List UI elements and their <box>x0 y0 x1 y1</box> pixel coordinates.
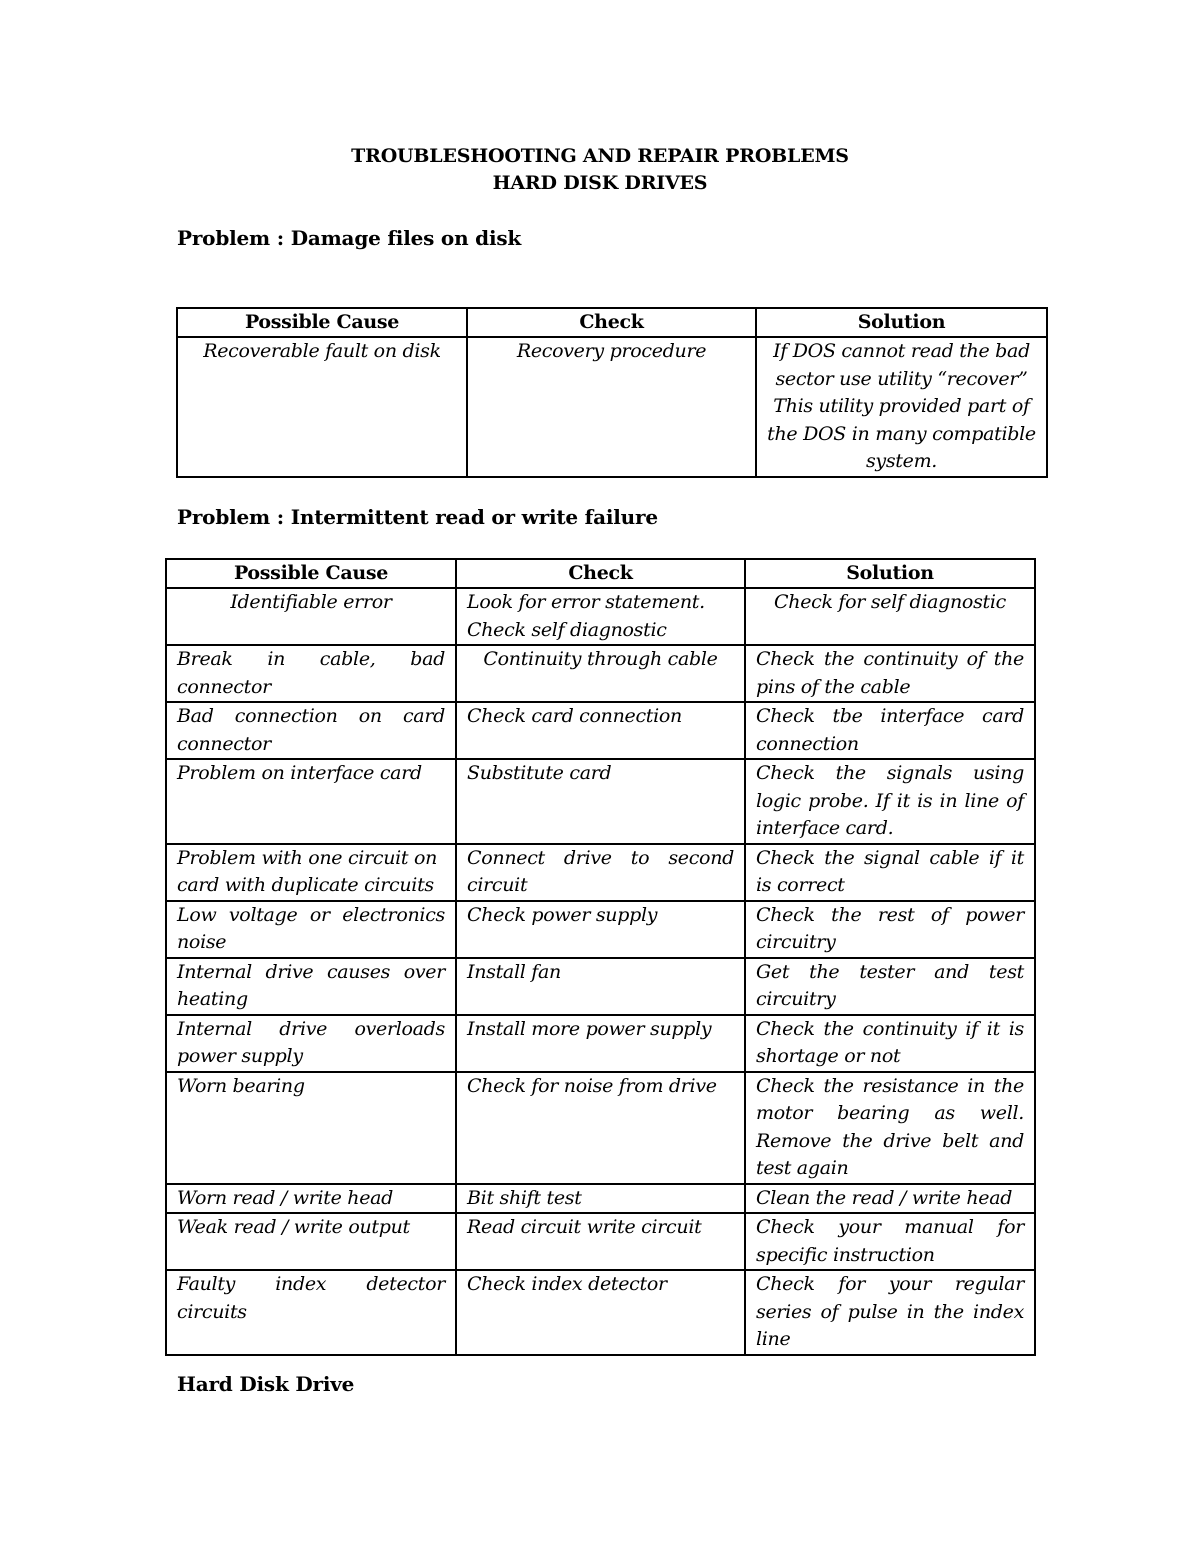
table-row <box>166 759 1035 844</box>
footer-heading: Hard Disk Drive <box>177 1372 355 1396</box>
cell-check: Continuity through cable <box>456 645 745 702</box>
cell-solution: Clean the read / write head <box>745 1184 1035 1214</box>
cell-cause: Recoverable fault on disk <box>177 337 467 477</box>
header-possible-cause: Possible Cause <box>177 308 467 337</box>
cell-cause: Internal drive overloads power supply <box>166 1015 456 1072</box>
problem-1-table <box>176 307 1048 478</box>
cell-check: Substitute card <box>456 759 745 844</box>
cell-check: Install fan <box>456 958 745 1015</box>
cell-solution: Check the continuity if it is shortage or not <box>745 1015 1035 1072</box>
cell-check: Check power supply <box>456 901 745 958</box>
cell-check: Check card connection <box>456 702 745 759</box>
header-solution: Solution <box>756 308 1047 337</box>
cell-cause: Problem with one circuit on card with duplicate circuits <box>166 844 456 901</box>
cell-cause: Weak read / write output <box>166 1213 456 1270</box>
cell-check: Check for noise from drive <box>456 1072 745 1184</box>
cell-check: Recovery procedure <box>467 337 756 477</box>
cell-cause: Worn bearing <box>166 1072 456 1184</box>
table-row <box>177 337 1047 477</box>
cell-check: Read circuit write circuit <box>456 1213 745 1270</box>
cell-check: Bit shift test <box>456 1184 745 1214</box>
table-row <box>166 1213 1035 1270</box>
cell-solution: Check the continuity of the pins of the cable <box>745 645 1035 702</box>
cell-solution: Check the signal cable if it is correct <box>745 844 1035 901</box>
table-row <box>166 645 1035 702</box>
cell-check: Install more power supply <box>456 1015 745 1072</box>
cell-cause: Low voltage or electronics noise <box>166 901 456 958</box>
table-header-row <box>177 308 1047 337</box>
cell-check: Look for error statement. Check self diagnostic <box>456 588 745 645</box>
cell-cause: Internal drive causes over heating <box>166 958 456 1015</box>
table-row <box>166 901 1035 958</box>
header-solution: Solution <box>745 559 1035 588</box>
problem-2-table <box>165 558 1036 1356</box>
header-check: Check <box>467 308 756 337</box>
cell-solution: Check the rest of power circuitry <box>745 901 1035 958</box>
cell-solution: Check tbe interface card connection <box>745 702 1035 759</box>
cell-check: Connect drive to second circuit <box>456 844 745 901</box>
cell-cause: Bad connection on card connector <box>166 702 456 759</box>
cell-cause: Identifiable error <box>166 588 456 645</box>
cell-solution: Check your manual for specific instruction <box>745 1213 1035 1270</box>
cell-cause: Worn read / write head <box>166 1184 456 1214</box>
table-header-row <box>166 559 1035 588</box>
cell-solution: Get the tester and test circuitry <box>745 958 1035 1015</box>
problem-1-heading: Problem : Damage files on disk <box>177 226 522 250</box>
table-row <box>166 1072 1035 1184</box>
cell-solution: If DOS cannot read the bad sector use utility “recover” This utility provided part of the DOS in many compatible system. <box>756 337 1047 477</box>
table-row <box>166 844 1035 901</box>
problem-2-heading: Problem : Intermittent read or write failure <box>177 505 658 529</box>
title-line-2: HARD DISK DRIVES <box>492 172 708 194</box>
cell-solution: Check the resistance in the motor bearing as well. Remove the drive belt and test again <box>745 1072 1035 1184</box>
table-row <box>166 1270 1035 1355</box>
table-row <box>166 702 1035 759</box>
cell-cause: Faulty index detector circuits <box>166 1270 456 1355</box>
cell-cause: Problem on interface card <box>166 759 456 844</box>
header-check: Check <box>456 559 745 588</box>
cell-solution: Check for self diagnostic <box>745 588 1035 645</box>
cell-check: Check index detector <box>456 1270 745 1355</box>
header-possible-cause: Possible Cause <box>166 559 456 588</box>
title-line-1: TROUBLESHOOTING AND REPAIR PROBLEMS <box>351 145 849 167</box>
cell-cause: Break in cable, bad connector <box>166 645 456 702</box>
table-row <box>166 1015 1035 1072</box>
page-title <box>0 143 1200 197</box>
cell-solution: Check for your regular series of pulse in the index line <box>745 1270 1035 1355</box>
cell-solution: Check the signals using logic probe. If it is in line of interface card. <box>745 759 1035 844</box>
table-row <box>166 958 1035 1015</box>
table-row <box>166 588 1035 645</box>
table-row <box>166 1184 1035 1214</box>
